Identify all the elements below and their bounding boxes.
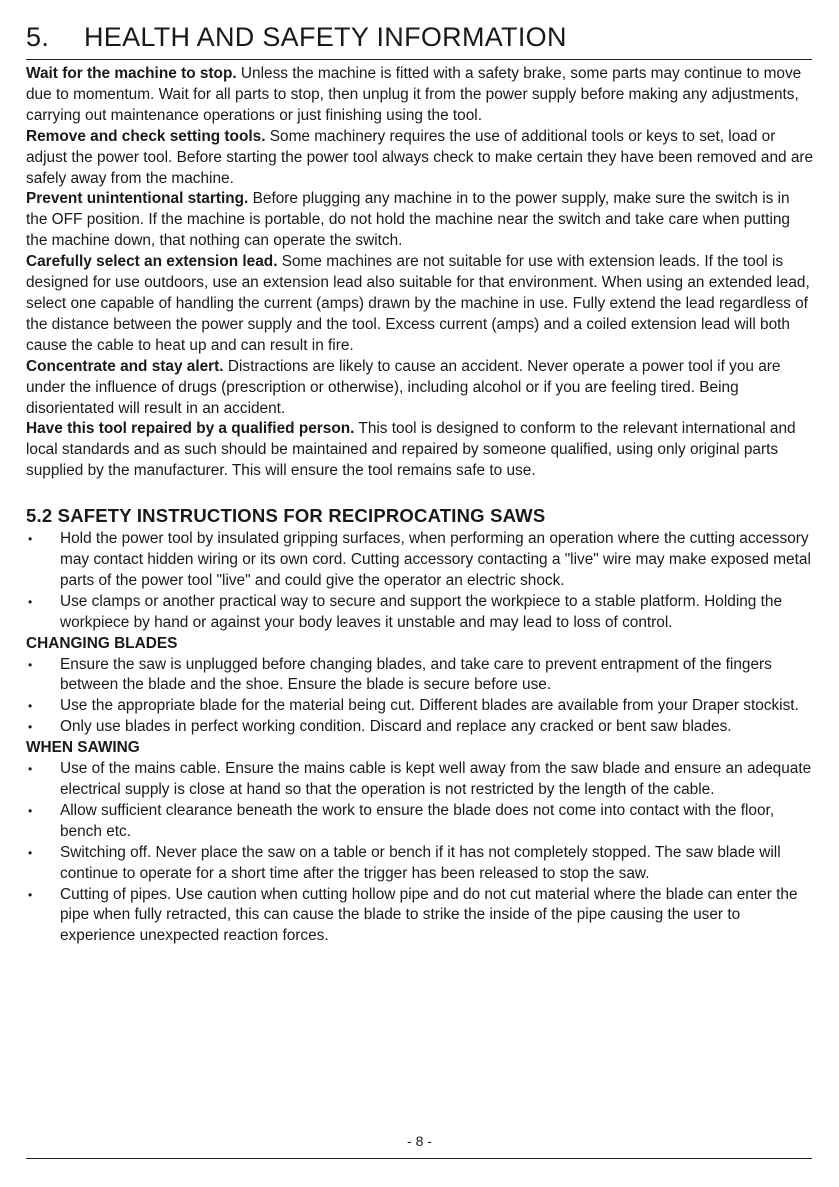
bullet-icon: • [28,845,33,860]
paragraph-setting-tools [26,127,816,190]
paragraph-lead: Concentrate and stay alert. [26,357,224,375]
footer-divider [26,1158,812,1159]
paragraph-body: Some machines are not suitable for use with extension leads. If the tool is designed for use outdoors, use an extension lead also suitable for that environment. When using an extended lead, select one capable of handling the current (amps) drawn by the machine in use. Fully extend the lead regardless of the distance between the power supply and the tool. Excess current (amps) and a coiled extension lead will both cause the cable to heat up and can result in fire. [26,253,810,354]
paragraph-body: Some machinery requires the use of additional tools or keys to set, load or adjust the power tool. Before starting the power tool always check to make certain they have been removed and are safely away from the machine. [26,127,814,187]
section-number: 5. [26,22,50,52]
list-item-text: Ensure the saw is unplugged before changing blades, and take care to prevent entrapment of the fingers between the blade and the shoe. Ensure the blade is secure before use. [60,655,772,694]
list-item [26,592,816,634]
list-item-text: Use the appropriate blade for the material being cut. Different blades are available from your Draper stockist. [60,697,799,715]
list-item [26,655,816,697]
paragraph-lead: Carefully select an extension lead. [26,253,278,271]
paragraph-lead: Wait for the machine to stop. [26,65,237,82]
paragraph-qualified-repair [26,419,816,482]
list-item-text: Allow sufficient clearance beneath the work to ensure the blade does not come into contact with the floor, bench etc. [60,801,775,840]
intro-bullet-list [26,529,816,634]
bullet-icon: • [28,803,33,818]
title-divider [26,59,812,60]
bullet-icon: • [28,594,33,609]
page-number: - 8 - [407,1133,432,1149]
list-item-text: Use of the mains cable. Ensure the mains cable is kept well away from the saw blade and ensure an adequate electrical supply is close at hand so that the operation is not restricted by the length of the cable. [60,760,812,798]
list-item-text: Hold the power tool by insulated gripping surfaces, when performing an operation where the cutting accessory may contact hidden wiring or its own cord. Cutting accessory contacting a "live" wire may make exposed metal parts of the power tool "live" and could give the operator an electric shock. [60,530,811,589]
paragraph-lead: Have this tool repaired by a qualified person. [26,420,355,438]
list-item-text: Cutting of pipes. Use caution when cutting hollow pipe and do not cut material where the blade can enter the pipe when fully retracted, this can cause the blade to strike the inside of the pipe causing the user to experience unexpected reaction forces. [60,885,798,945]
paragraph-body: Before plugging any machine in to the power supply, make sure the switch is in the OFF position. If the machine is portable, do not hold the machine near the switch and take care when putting the machine down, that nothing can operate the switch. [26,190,790,250]
bullet-icon: • [28,699,33,714]
bullet-icon: • [28,720,33,735]
list-item [26,801,816,843]
paragraph-lead: Prevent unintentional starting. [26,190,249,208]
manual-page [26,20,816,947]
list-item [26,843,816,885]
changing-blades-list [26,655,816,739]
heading-when-sawing: WHEN SAWING [26,739,140,757]
list-item-text: Only use blades in perfect working condition. Discard and replace any cracked or bent saw blades. [60,718,732,736]
list-item [26,885,816,948]
subsection-title: 5.2 SAFETY INSTRUCTIONS FOR RECIPROCATING SAWS [26,505,546,527]
list-item [26,759,816,801]
bullet-icon: • [28,762,33,777]
list-item-text: Use clamps or another practical way to secure and support the workpiece to a stable platform. Holding the workpiece by hand or against your body leaves it unstable and may lead to loss of control. [60,592,783,631]
paragraph-wait-for-stop [26,64,816,127]
section-title-text: HEALTH AND SAFETY INFORMATION [84,22,567,52]
list-item [26,529,816,592]
when-sawing-list [26,759,816,947]
bullet-icon: • [28,532,33,547]
paragraph-body: Distractions are likely to cause an accident. Never operate a power tool if you are under the influence of drugs (prescription or otherwise), including alcohol or if you are feeling tired. Being disorientated will result in an accident. [26,357,781,417]
bullet-icon: • [28,657,33,672]
heading-changing-blades: CHANGING BLADES [26,634,178,652]
paragraph-extension-lead [26,252,816,357]
paragraph-body: This tool is designed to conform to the relevant international and local standards and as such should be maintained and repaired by someone qualified, using only original parts supplied by the manufacturer. This will ensure the tool remains safe to use. [26,420,796,480]
section-title [26,20,816,54]
list-item [26,696,816,717]
paragraph-body: Unless the machine is fitted with a safety brake, some parts may continue to move due to momentum. Wait for all parts to stop, then unplug it from the power supply before making any adjustments, carrying out maintenance operations or just finishing using the tool. [26,65,802,124]
paragraph-unintentional-starting [26,189,816,252]
paragraph-stay-alert [26,357,816,420]
bullet-icon: • [28,887,33,902]
list-item [26,717,816,738]
list-item-text: Switching off. Never place the saw on a table or bench if it has not completely stopped. The saw blade will continue to operate for a short time after the trigger has been released to stop the saw. [60,843,781,882]
paragraph-lead: Remove and check setting tools. [26,127,266,145]
